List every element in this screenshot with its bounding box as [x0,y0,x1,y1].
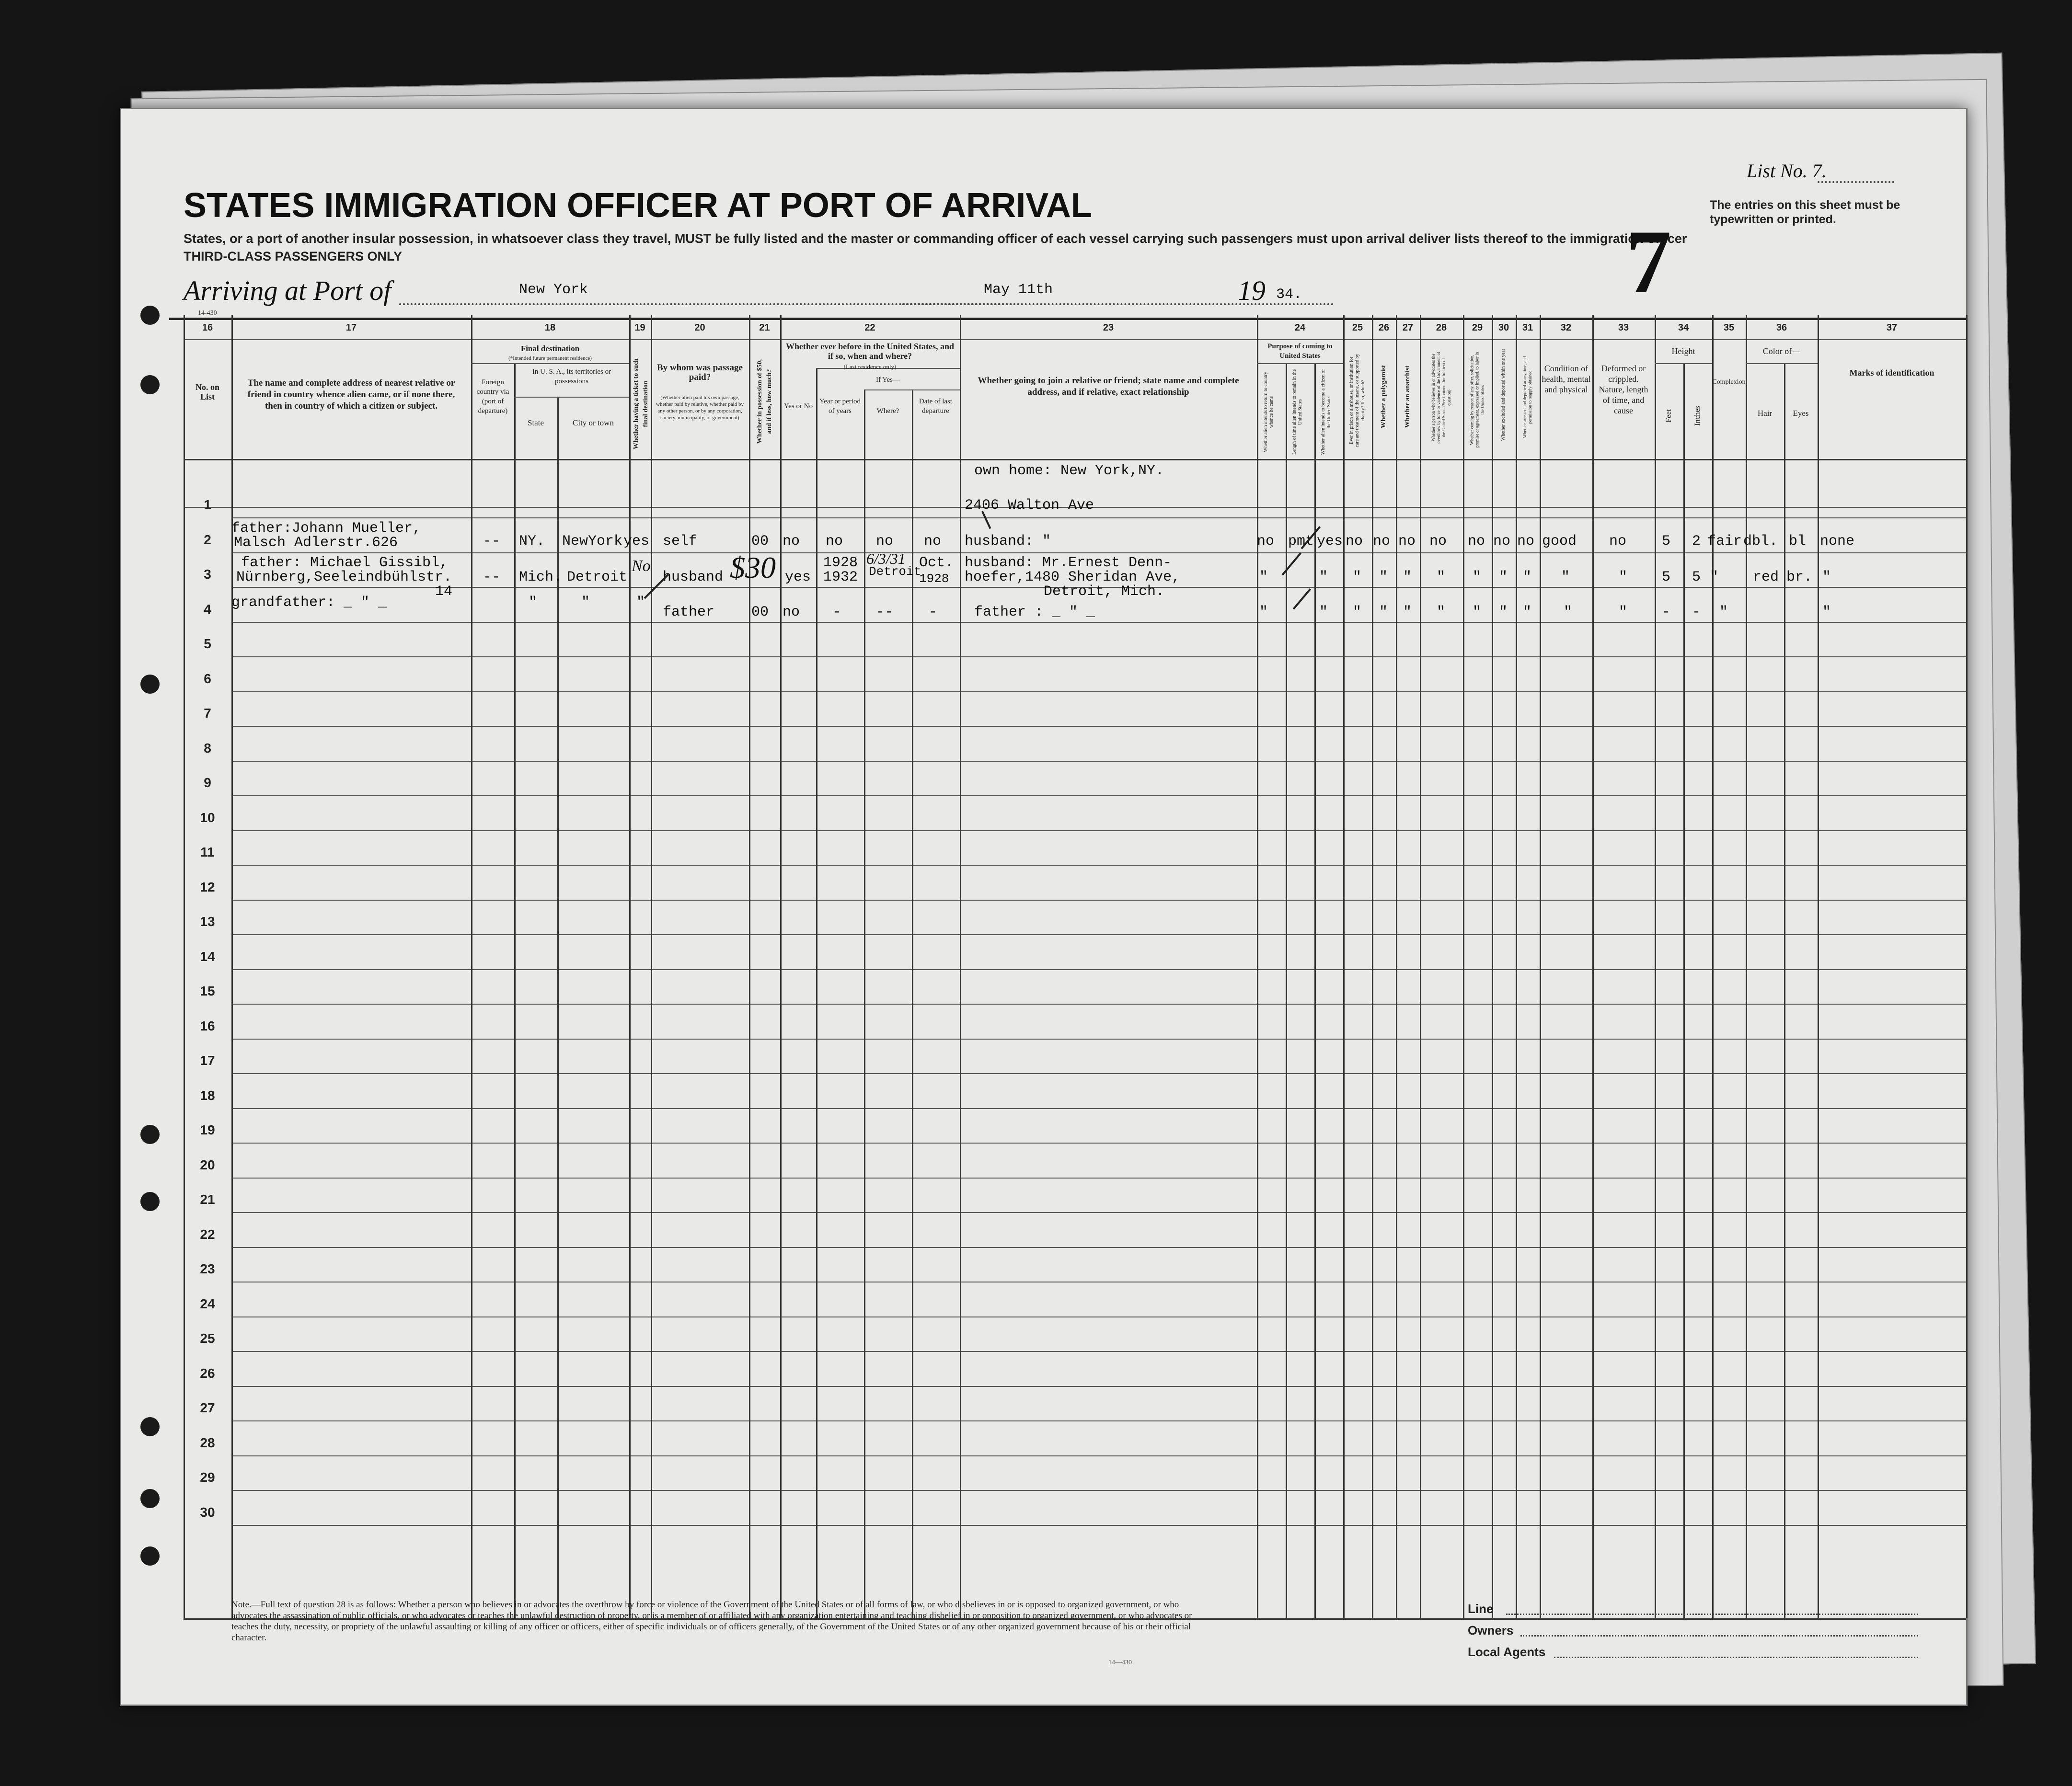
row4-feet: - [1662,604,1671,620]
check-mark [981,511,991,529]
arrival-date: May 11th [984,282,1053,298]
row4-relative: grandfather: _ " _ [231,595,387,611]
form-code: 14-430 [198,309,217,317]
row2-relative-2: Malsch Adlerstr.626 [234,535,398,551]
row-number: 6 [204,671,211,686]
column-number: 18 [544,322,556,333]
column-divider [1683,363,1685,1618]
row3-ditto: " [1259,569,1268,585]
header-purpose-b: Length of time alien intends to remain in the United States [1292,369,1303,455]
row-number: 19 [200,1122,215,1137]
row3-joining-1: husband: Mr.Ernest Denn- [965,555,1172,571]
row3-ditto: " [1499,569,1508,585]
row3-departure-2: 1928 [919,572,949,586]
row-rule [231,1178,1966,1179]
row3-where-1: 6/3/31 [866,550,906,567]
row2-passage: self [663,533,698,550]
footer-owners-label: Owners [1468,1623,1514,1637]
column-divider [1592,315,1594,1618]
header-joining: Whether going to join a relative or friend; state name and complete address, and if relative, exact relationship [978,376,1239,397]
binder-hole [140,1489,160,1508]
binder-hole [140,1546,160,1566]
page-title: STATES IMMIGRATION OFFICER AT PORT OF ARRIVAL [184,186,1092,225]
row3-joining-3: Detroit, Mich. [1044,584,1165,600]
row3-year-2: 1932 [823,569,858,585]
header-purpose-c: Whether alien intends to become a citizen of the United States [1321,369,1332,455]
row4-money: 00 [751,604,769,620]
row3-ditto: " [1379,569,1388,585]
row3-passage: husband [663,569,724,585]
subheader-rule [864,389,960,390]
row-rule [231,1143,1966,1144]
row4-ditto: " [1719,604,1728,620]
row-rule [231,1525,1966,1526]
row2-departure: no [924,533,942,550]
footer-owners-field [1520,1635,1918,1637]
row1-joining: own home: New York,NY. [974,463,1164,479]
row2-arrested: no [1517,533,1535,550]
row-rule [231,900,1966,901]
row-number: 17 [200,1053,215,1068]
row3-ditto: " [1523,569,1532,585]
row-rule [231,865,1966,866]
row2-foreign: -- [483,533,501,550]
column-number: 30 [1498,322,1509,333]
row-number: 7 [204,706,211,721]
page-subtitle: States, or a port of another insular possession, in whatsoever class they travel, MUST be fully listed and the master or commanding officer of each vessel carrying such passengers must upon arrival deliver lists thereof to the immigration officer [184,231,1687,246]
column-number: 35 [1723,322,1735,333]
row3-ditto: " [1619,569,1628,585]
row2-health: good [1542,533,1577,550]
row3-relative-2: Nürnberg,Seeleindbühlstr. [236,569,452,585]
row4-dash: - [833,604,842,620]
row-number: 27 [200,1400,215,1415]
column-number: 37 [1886,322,1898,333]
row-number: 16 [200,1018,215,1033]
row2-before: no [783,533,800,550]
header-state: State [528,418,544,427]
row4-inches: - [1692,604,1701,620]
column-divider [1966,315,1968,1618]
row2-purpose-a: no [1257,533,1275,550]
row3-marks: " [1822,569,1831,585]
row-rule [231,1455,1966,1456]
header-if-yes: If Yes— [875,376,900,384]
row-number: 22 [200,1226,215,1242]
subheader-rule [1746,363,1818,364]
row-number: 4 [204,601,211,617]
row-number: 30 [200,1504,215,1520]
header-complexion: Complexion [1712,378,1746,386]
row-number: 29 [200,1470,215,1485]
footer-form-code: 14—430 [1108,1659,1132,1666]
row-rule [231,1247,1966,1248]
header-polygamist: Whether a polygamist [1380,365,1387,428]
header-before: Whether ever before in the United States, and if so, when and where? [786,342,954,361]
row-number: 13 [200,914,215,929]
header-where: Where? [876,407,899,415]
row-rule [231,795,1966,796]
header-color-of: Color of— [1762,346,1801,356]
header-city: City or town [573,418,614,427]
check-mark [1293,588,1311,610]
row-number: 28 [200,1435,215,1450]
list-number-line [1818,181,1894,183]
subheader-rule [1655,363,1712,364]
row-rule [231,622,1966,623]
arrival-year-suffix: 34. [1276,286,1302,303]
row4-ditto: " [581,595,590,611]
subheader-rule [1257,363,1343,364]
footer-agents-field [1554,1657,1918,1658]
column-divider [1314,363,1316,1618]
column-number: 31 [1522,322,1533,333]
arriving-label: Arriving at Port of [184,275,391,306]
row2-year: no [826,533,843,550]
row2-ticket: yes [623,533,650,550]
row-number: 14 [200,949,215,964]
row2-hair: dbl. [1743,533,1778,550]
typewritten-notice: The entries on this sheet must be typewritten or printed. [1710,198,1900,226]
column-divider [1746,315,1747,1618]
row-number: 10 [200,810,215,825]
row4-ditto: " [1822,604,1831,620]
row3-relative-3: 14 [435,584,453,600]
row4-passage: father [663,604,715,620]
binder-hole [140,375,160,394]
row2-complexion: fair [1707,533,1742,550]
header-inches: Inches [1693,406,1702,426]
row-number: 21 [200,1192,215,1207]
column-divider [1343,315,1345,1618]
row4-ditto: " [1379,604,1388,620]
column-divider [231,315,233,1618]
row2-relative-1: father:Johann Mueller, [231,520,422,537]
row2-overthrow: no [1429,533,1447,550]
column-divider [514,363,516,1618]
header-purpose: Purpose of coming to United States [1267,343,1333,360]
row-number: 15 [200,984,215,998]
header-relative: The name and complete address of nearest relative or friend in country whence alien came, or if none there, then in country of which a citizen or subject. [247,378,455,411]
row-number: 24 [200,1296,215,1311]
row2-eyes: bl [1789,533,1807,550]
column-number: 25 [1352,322,1363,333]
header-no-on-list: No. on List [195,382,219,401]
row2-polygamist: no [1373,533,1391,550]
row-rule [231,726,1966,727]
row4-ditto: " [529,595,538,611]
row-rule [231,656,1966,657]
row4-ditto: " [636,595,645,611]
header-eyes: Eyes [1793,409,1809,418]
row4-dash: -- [876,604,894,620]
column-number: 29 [1472,322,1483,333]
row4-ditto: " [1499,604,1508,620]
list-number: List No. 7. [1747,160,1827,182]
row3-ditto: " [1437,569,1446,585]
row3-state: Mich. [519,569,563,585]
row-rule [231,691,1966,692]
row3-eyes: br. [1786,569,1813,585]
row-number: 23 [200,1261,215,1276]
row4-ditto: " [1403,604,1412,620]
column-divider [1540,315,1541,1618]
row-rule [231,830,1966,831]
class-note: THIRD-CLASS PASSENGERS ONLY [184,249,403,263]
column-divider [471,315,472,1618]
row-rule [231,761,1966,762]
row-number: 5 [204,636,211,651]
row3-relative-1: father: Michael Gissibl, [241,555,449,571]
header-marks: Marks of identification [1849,368,1934,378]
row4-ditto: " [1319,604,1328,620]
row-number: 11 [200,845,215,859]
header-prison: Ever in prison or almshouse, or institution for care and treatment of the insane, or supported by charity? If so, which? [1349,354,1366,447]
date-line [902,303,1334,305]
subheader-rule [514,397,629,398]
row-rule [231,1108,1966,1109]
row4-ditto: " [1353,604,1362,620]
header-final-destination: Final destination [520,344,580,353]
binder-hole [140,1192,160,1211]
header-deformed: Deformed or crippled. Nature, length of time, and cause [1599,364,1648,415]
row2-marks: none [1820,533,1855,550]
binder-hole [140,306,160,325]
row3-departure-1: Oct. [919,555,954,571]
row2-where: no [876,533,894,550]
column-number: 34 [1678,322,1689,333]
column-divider [1818,315,1819,1618]
row3-hair: red [1753,569,1779,585]
row-number: 9 [204,775,211,790]
row2-anarchist: no [1398,533,1416,550]
header-money: Whether in possession of $50, and if less, how much? [756,359,773,444]
column-divider [864,389,865,1618]
row3-money: $30 [730,550,776,584]
header-year-period: Year or period of years [819,398,861,415]
column-divider [1372,315,1373,1618]
check-mark [1281,552,1301,576]
row4-ditto: " [1437,604,1446,620]
column-number: 23 [1103,322,1114,333]
row3-foreign: -- [483,569,501,585]
row3-where-2: Detroit [869,564,921,579]
header-arrested: Whether arrested and deported at any time, and permission to reapply obtained [1522,356,1532,438]
row3-city: Detroit [567,569,628,585]
column-number: 24 [1294,322,1306,333]
column-divider [629,315,631,1618]
column-number: 33 [1618,322,1629,333]
column-number: 27 [1402,322,1414,333]
binder-hole [140,675,160,694]
row-rule [231,1490,1966,1491]
row-rule [231,1386,1966,1387]
row2-city: NewYork [562,533,623,550]
row2-labor: no [1468,533,1485,550]
row-rule [231,517,1966,518]
row3-inches: 5 [1692,569,1701,585]
row2-prison: no [1346,533,1363,550]
column-divider [1420,315,1421,1618]
header-bottom-rule [184,459,1966,460]
header-foreign-country: Foreign country via (port of departure) [476,378,509,415]
row-number: 1 [204,497,211,512]
row-rule [231,552,1966,553]
column-divider [1516,315,1517,1618]
column-divider [651,315,652,1618]
column-divider [1784,363,1785,1618]
header-height: Height [1671,346,1695,356]
row3-ditto: " [1353,569,1362,585]
row4-ditto: " [1473,604,1482,620]
row4-before: no [783,604,800,620]
header-overthrow: Whether a person who believes in or advocates the overthrow by force or violence of the Government of the United States (See footnote for full text of question) [1431,352,1451,444]
row4-dash: - [929,604,938,620]
row3-joining-2: hoefer,1480 Sheridan Ave, [965,569,1181,585]
column-divider [749,315,750,1618]
row-rule [231,934,1966,935]
row4-ditto: " [1619,604,1628,620]
row3-feet: 5 [1662,569,1671,585]
column-divider [816,368,817,1618]
row3-ticket: No [632,557,651,575]
binder-hole [140,1125,160,1144]
header-final-destination-sub: (*Intended future permanent residence) [508,355,592,361]
column-number: 21 [759,322,770,333]
row-number: 25 [200,1331,215,1346]
header-passage-sub: (Whether alien paid his own passage, whether paid by relative, whether paid by any other person, or by any corporation, society, municipality, or government) [656,395,744,421]
row-number: 20 [200,1157,215,1172]
row-number: 18 [200,1088,215,1103]
header-hair: Hair [1757,409,1773,418]
row1-address: 2406 Walton Ave [965,497,1094,514]
column-number: 32 [1560,322,1572,333]
row-number: 26 [200,1365,215,1381]
row2-inches: 2 [1692,533,1701,550]
column-number: 26 [1378,322,1390,333]
manifest-table [184,315,1966,1618]
row4-joining: father : _ " _ [974,604,1095,620]
row2-joining: husband: " [965,533,1051,550]
column-number: 28 [1436,322,1447,333]
row2-state: NY. [519,533,545,550]
header-feet: Feet [1665,409,1673,423]
column-number: 16 [202,322,213,333]
row-rule [231,1004,1966,1005]
row3-ditto: " [1561,569,1570,585]
row-rule [231,1420,1966,1421]
column-divider [780,315,782,1618]
row3-complexion: " [1710,569,1719,585]
column-number: 36 [1776,322,1787,333]
row3-before: yes [785,569,811,585]
row2-purpose-b: pmt [1288,533,1314,550]
subheader-rule [471,363,629,364]
header-before-sub: (Last residence only) [843,363,897,370]
footer-line-field [1506,1614,1918,1615]
column-divider [1655,315,1656,1618]
header-purpose-a: Whether alien intends to return to country whence he came [1263,372,1274,452]
arrival-port: New York [519,282,588,298]
header-labor: Whether coming by reason of any offer, solicitation, promise or agreement, expressed or implied, to labor in the United States [1469,352,1485,448]
row-rule [231,1039,1966,1040]
footer-line-label: Line [1468,1602,1494,1616]
column-number-rule [184,339,1966,340]
row2-purpose-c: yes [1317,533,1343,550]
footnote-question-28: Note.—Full text of question 28 is as follows: Whether a person who believes in or advocates the overthrow by force or violence of the Government of the United States or of all forms of law, or who disbelieves in or is opposed to organized government, or who advocates the assassination of public officials, or who advocates or teaches the unlawful destruction of property, or is a member of or affiliated with any organization entertaining and teaching disbelief in or opposition to organized government, or who advocates or teaches the duty, necessity, or propriety of the unlawful assaulting or killing of any officer or officers, either of specific individuals or of officers generally, of the Government of the United States or of any other organized government because of his or their official character. [231,1600,1192,1643]
row2-deformed: no [1609,533,1627,550]
column-divider [1492,315,1493,1618]
header-anarchist: Whether an anarchist [1404,365,1411,428]
row2-feet: 5 [1662,533,1671,550]
row3-year-1: 1928 [823,555,858,571]
column-number: 22 [864,322,875,333]
row2-excluded: no [1493,533,1511,550]
row-rule [231,1212,1966,1213]
column-divider [1712,315,1714,1618]
row-number: 2 [204,532,211,547]
column-number: 19 [634,322,645,333]
row-number: 3 [204,567,211,582]
column-number: 17 [345,322,357,333]
column-number: 20 [694,322,705,333]
row3-ditto: " [1473,569,1482,585]
manifest-sheet [120,108,1968,1706]
column-divider [1286,363,1287,1618]
row3-ditto: " [1403,569,1412,585]
row-number: 8 [204,740,211,756]
row-number: 12 [200,879,215,894]
row4-ditto: " [1523,604,1532,620]
row-rule [231,1073,1966,1074]
header-passage: By whom was passage paid? [657,363,743,382]
row2-money: 00 [751,533,769,550]
header-in-usa: In U. S. A., its territories or possessions [532,368,611,385]
row4-health: " [1564,604,1573,620]
column-divider [1463,315,1464,1618]
stamp-number: 7 [1626,212,1671,312]
header-health: Condition of health, mental and physical [1542,364,1591,394]
column-divider [1396,315,1397,1618]
footer-agents-label: Local Agents [1468,1645,1546,1659]
header-excluded: Whether excluded and deported within one year [1501,348,1506,441]
row-rule [231,969,1966,970]
header-ticket: Whether having a ticket to such final destination [633,358,649,449]
row3-ditto: " [1319,569,1328,585]
row-rule [231,1351,1966,1352]
column-divider [960,315,961,1618]
column-divider [1257,315,1258,1618]
binder-hole [140,1417,160,1436]
header-date-departure: Date of last departure [919,398,953,415]
header-yes-no: Yes or No [783,402,813,410]
arrival-year-prefix: 19 [1238,275,1266,306]
row4-ditto: " [1259,604,1268,620]
